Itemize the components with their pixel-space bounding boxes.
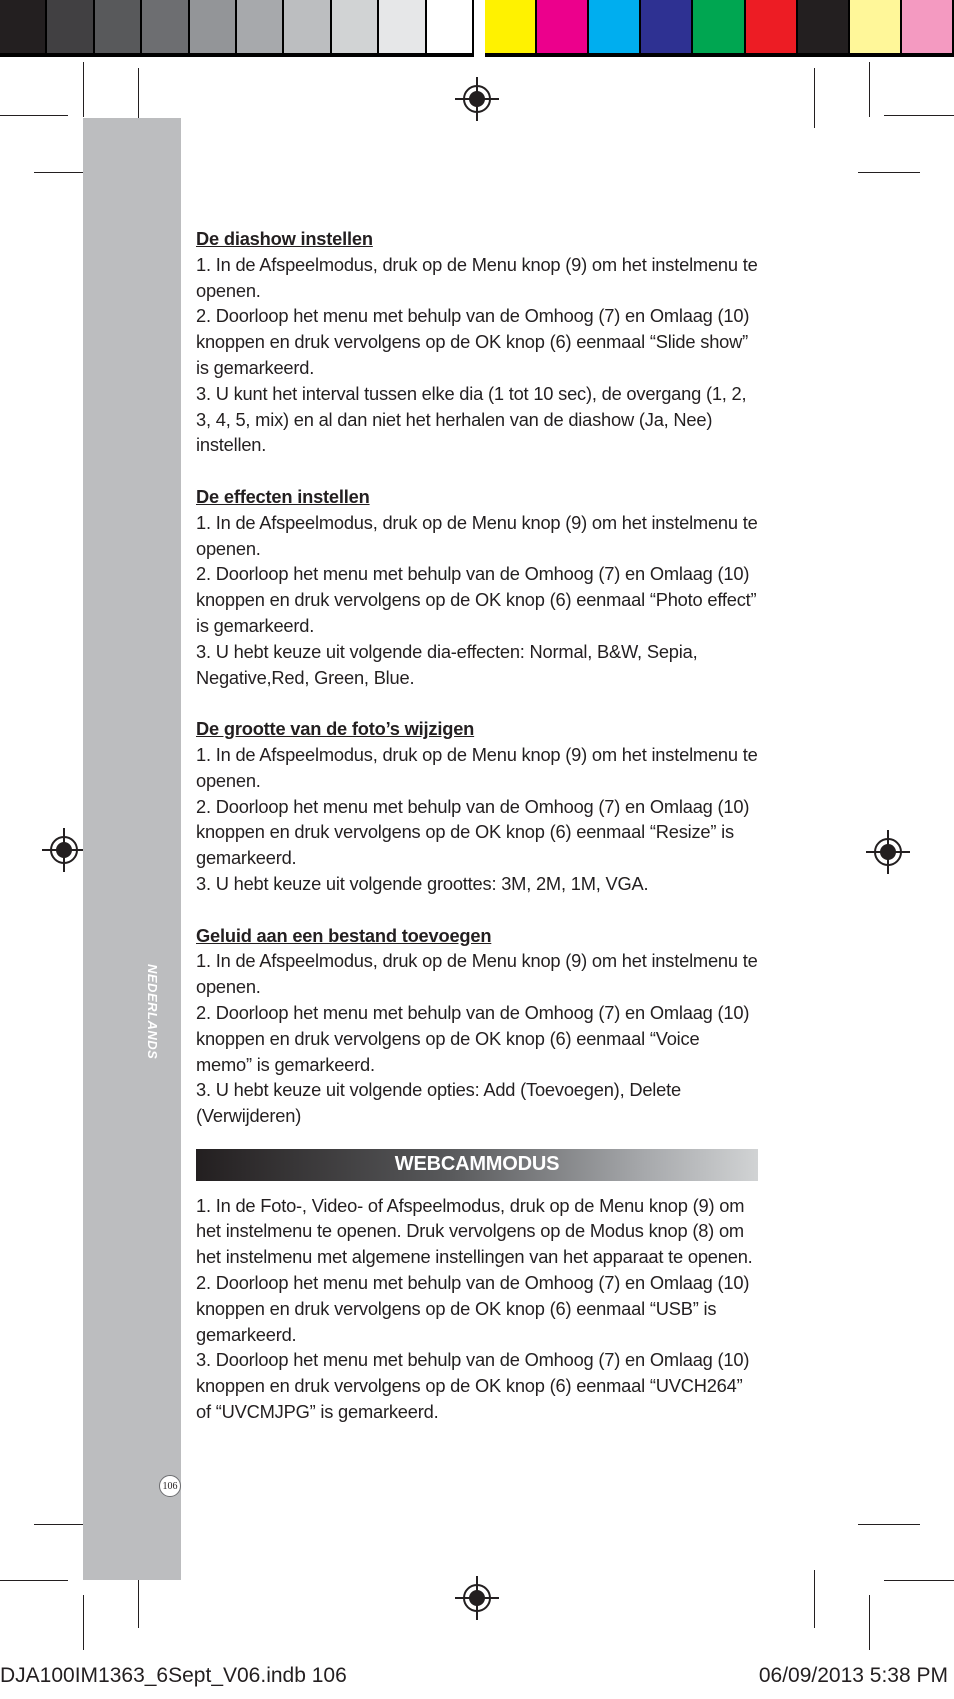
crop-mark bbox=[83, 1595, 84, 1650]
paragraph: 2. Doorloop het menu met behulp van de Omhoog (7) en Omlaag (10) knoppen en druk vervolgens op de OK knop (6) eenmaal “Voice memo” is gemarkeerd. bbox=[196, 1001, 750, 1075]
section-heading: De diashow instellen bbox=[196, 228, 373, 249]
color-swatch bbox=[902, 0, 952, 53]
paragraph: 3. U kunt het interval tussen elke dia (1 tot 10 sec), de overgang (1, 2, 3, 4, 5, mix) en al dan niet het herhalen van de diashow (Ja, Nee) instellen. bbox=[196, 382, 747, 456]
color-swatch bbox=[641, 0, 691, 53]
manual-content bbox=[196, 226, 758, 1451]
color-swatch bbox=[0, 0, 45, 53]
crop-mark bbox=[814, 68, 815, 128]
color-swatch bbox=[537, 0, 587, 53]
paragraph: 3. U hebt keuze uit volgende dia-effecten: Normal, B&W, Sepia, Negative,Red, Green, Blue. bbox=[196, 640, 698, 688]
section-heading: Geluid aan een bestand toevoegen bbox=[196, 924, 492, 946]
color-swatch bbox=[190, 0, 235, 53]
paragraph: 3. U hebt keuze uit volgende groottes: 3M, 2M, 1M, VGA. bbox=[196, 872, 649, 894]
registration-mark-icon bbox=[455, 77, 499, 121]
color-swatch bbox=[427, 0, 472, 53]
registration-mark-icon bbox=[866, 830, 910, 874]
crop-mark bbox=[814, 1570, 815, 1628]
grayscale-calibration-bar bbox=[0, 0, 474, 57]
paragraph: 2. Doorloop het menu met behulp van de Omhoog (7) en Omlaag (10) knoppen en druk vervolgens op de OK knop (6) eenmaal “Slide show” is gemarkeerd. bbox=[196, 305, 750, 378]
color-swatch bbox=[589, 0, 639, 53]
crop-mark bbox=[869, 1595, 870, 1650]
section-effects bbox=[196, 484, 758, 690]
color-swatch bbox=[485, 0, 535, 53]
section-heading: De effecten instellen bbox=[196, 485, 370, 507]
color-swatch bbox=[332, 0, 377, 53]
paragraph: 2. Doorloop het menu met behulp van de Omhoog (7) en Omlaag (10) knoppen en druk vervolgens op de OK knop (6) eenmaal “USB” is gemarkeerd. bbox=[196, 1272, 750, 1345]
language-sidebar bbox=[83, 118, 181, 1580]
language-label: NEDERLANDS bbox=[145, 964, 160, 1060]
paragraph: 3. U hebt keuze uit volgende opties: Add (Toevoegen), Delete (Verwijderen) bbox=[196, 1079, 681, 1127]
paragraph: 1. In de Afspeelmodus, druk op de Menu knop (9) om het instelmenu te openen. bbox=[196, 743, 758, 791]
paragraph: 1. In de Afspeelmodus, druk op de Menu knop (9) om het instelmenu te openen. bbox=[196, 253, 758, 301]
section-heading: De grootte van de foto’s wijzigen bbox=[196, 718, 475, 740]
crop-mark bbox=[858, 1524, 920, 1525]
file-info: DJA100IM1363_6Sept_V06.indb 106 bbox=[0, 1664, 347, 1687]
paragraph: 2. Doorloop het menu met behulp van de Omhoog (7) en Omlaag (10) knoppen en druk vervolgens op de OK knop (6) eenmaal “Photo effect” is gemarkeerd. bbox=[196, 563, 757, 636]
crop-mark bbox=[83, 62, 84, 117]
section-voice-memo bbox=[196, 923, 758, 1129]
color-swatch bbox=[47, 0, 92, 53]
crop-mark bbox=[0, 115, 68, 116]
color-swatch bbox=[284, 0, 329, 53]
print-slug bbox=[0, 1664, 954, 1692]
paragraph: 1. In de Afspeelmodus, druk op de Menu knop (9) om het instelmenu te openen. bbox=[196, 511, 758, 559]
color-swatch bbox=[746, 0, 796, 53]
crop-mark bbox=[884, 1580, 954, 1581]
registration-mark-icon bbox=[42, 828, 86, 872]
color-swatch bbox=[850, 0, 900, 53]
color-swatch bbox=[142, 0, 187, 53]
color-swatch bbox=[379, 0, 424, 53]
color-swatch bbox=[95, 0, 140, 53]
paragraph: 1. In de Afspeelmodus, druk op de Menu knop (9) om het instelmenu te openen. bbox=[196, 950, 758, 998]
paragraph: 1. In de Foto-, Video- of Afspeelmodus, druk op de Menu knop (9) om het instelmenu te openen. Druk vervolgens op de Modus knop (8) om het instelmenu met algemene instellingen van het apparaat te openen. bbox=[196, 1194, 753, 1268]
crop-mark bbox=[0, 1580, 68, 1581]
crop-mark bbox=[858, 172, 920, 173]
paragraph: 2. Doorloop het menu met behulp van de Omhoog (7) en Omlaag (10) knoppen en druk vervolgens op de OK knop (6) eenmaal “Resize” is gemarkeerd. bbox=[196, 795, 750, 869]
page-number: 106 bbox=[159, 1475, 181, 1497]
registration-mark-icon bbox=[455, 1576, 499, 1620]
webcam-mode-banner: WEBCAMMODUS bbox=[196, 1149, 758, 1181]
crop-mark bbox=[869, 62, 870, 117]
color-calibration-bar bbox=[485, 0, 954, 57]
section-slideshow bbox=[196, 226, 758, 458]
section-resize bbox=[196, 716, 758, 897]
crop-mark bbox=[884, 115, 954, 116]
color-swatch bbox=[237, 0, 282, 53]
section-webcam bbox=[196, 1193, 758, 1425]
color-swatch bbox=[693, 0, 743, 53]
color-swatch bbox=[798, 0, 848, 53]
date-time: 06/09/2013 5:38 PM bbox=[758, 1664, 948, 1687]
paragraph: 3. Doorloop het menu met behulp van de Omhoog (7) en Omlaag (10) knoppen en druk vervolgens op de OK knop (6) eenmaal “UVCH264” of “UVCMJPG” is gemarkeerd. bbox=[196, 1349, 750, 1423]
